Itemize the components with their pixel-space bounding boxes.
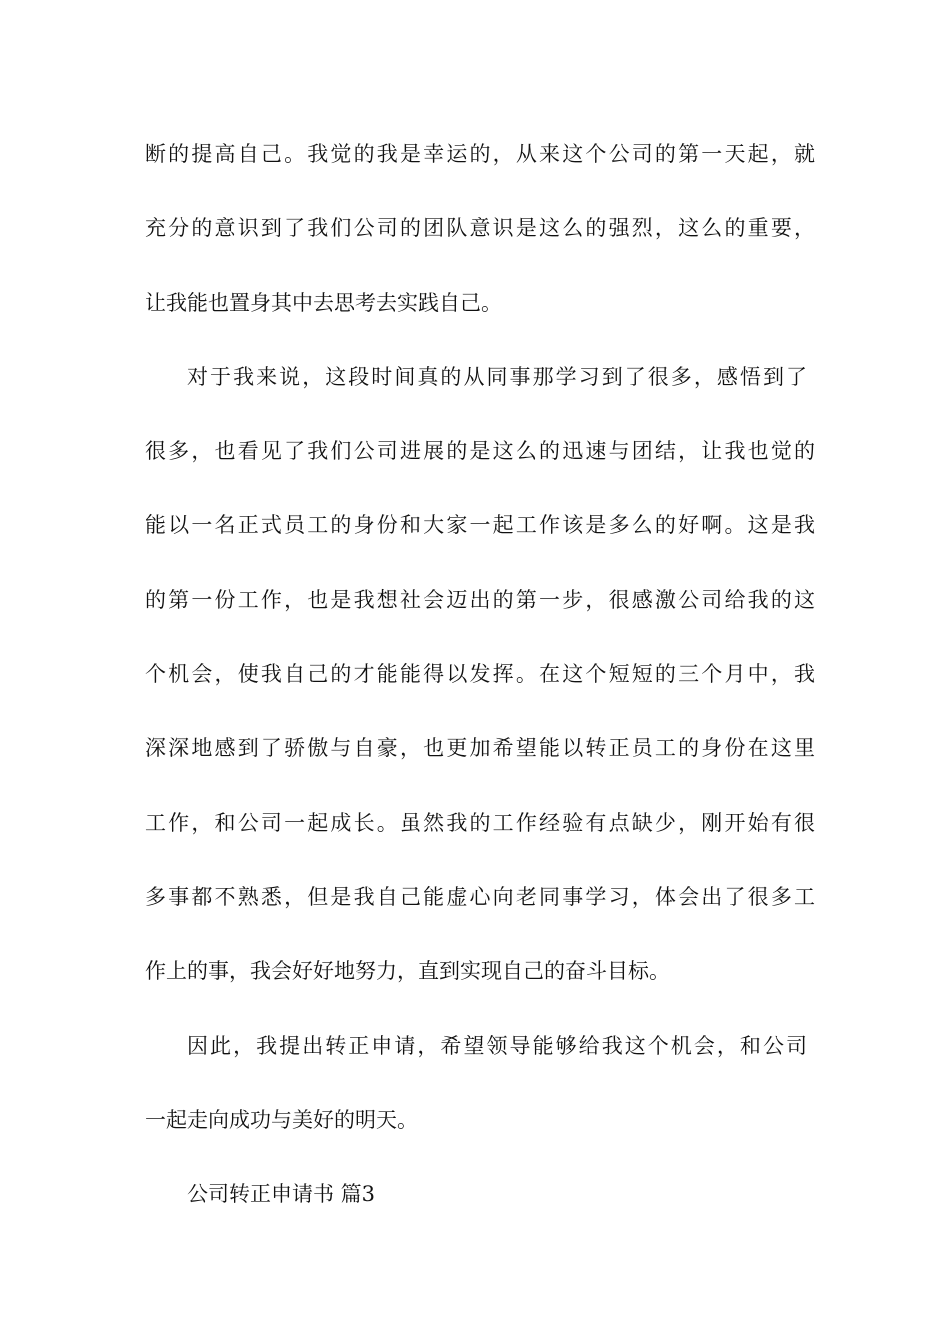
text-line-14: 一起走向成功与美好的明天。	[145, 1108, 418, 1132]
text-line-3: 让我能也置身其中去思考去实践自己。	[145, 291, 502, 315]
text-line-10: 工作，和公司一起成长。虽然我的工作经验有点缺少，刚开始有很	[145, 811, 815, 835]
text-line-1: 断的提高自己。我觉的我是幸运的，从来这个公司的第一天起，就	[145, 142, 815, 166]
text-line-11: 多事都不熟悉，但是我自己能虚心向老同事学习，体会出了很多工	[145, 885, 815, 909]
text-line-13: 因此，我提出转正申请，希望领导能够给我这个机会，和公司	[187, 1034, 807, 1058]
text-line-2: 充分的意识到了我们公司的团队意识是这么的强烈，这么的重要，	[145, 216, 815, 240]
text-line-6: 能以一名正式员工的身份和大家一起工作该是多么的好啊。这是我	[145, 513, 815, 537]
text-line-9: 深深地感到了骄傲与自豪，也更加希望能以转正员工的身份在这里	[145, 736, 815, 760]
text-line-8: 个机会，使我自己的才能能得以发挥。在这个短短的三个月中，我	[145, 662, 815, 686]
text-line-7: 的第一份工作，也是我想社会迈出的第一步，很感激公司给我的这	[145, 588, 815, 612]
text-line-4: 对于我来说，这段时间真的从同事那学习到了很多，感悟到了	[187, 365, 807, 389]
section-heading: 公司转正申请书 篇3	[187, 1182, 376, 1206]
text-line-5: 很多，也看见了我们公司进展的是这么的迅速与团结，让我也觉的	[145, 439, 815, 463]
text-line-12: 作上的事，我会好好地努力，直到实现自己的奋斗目标。	[145, 959, 670, 983]
